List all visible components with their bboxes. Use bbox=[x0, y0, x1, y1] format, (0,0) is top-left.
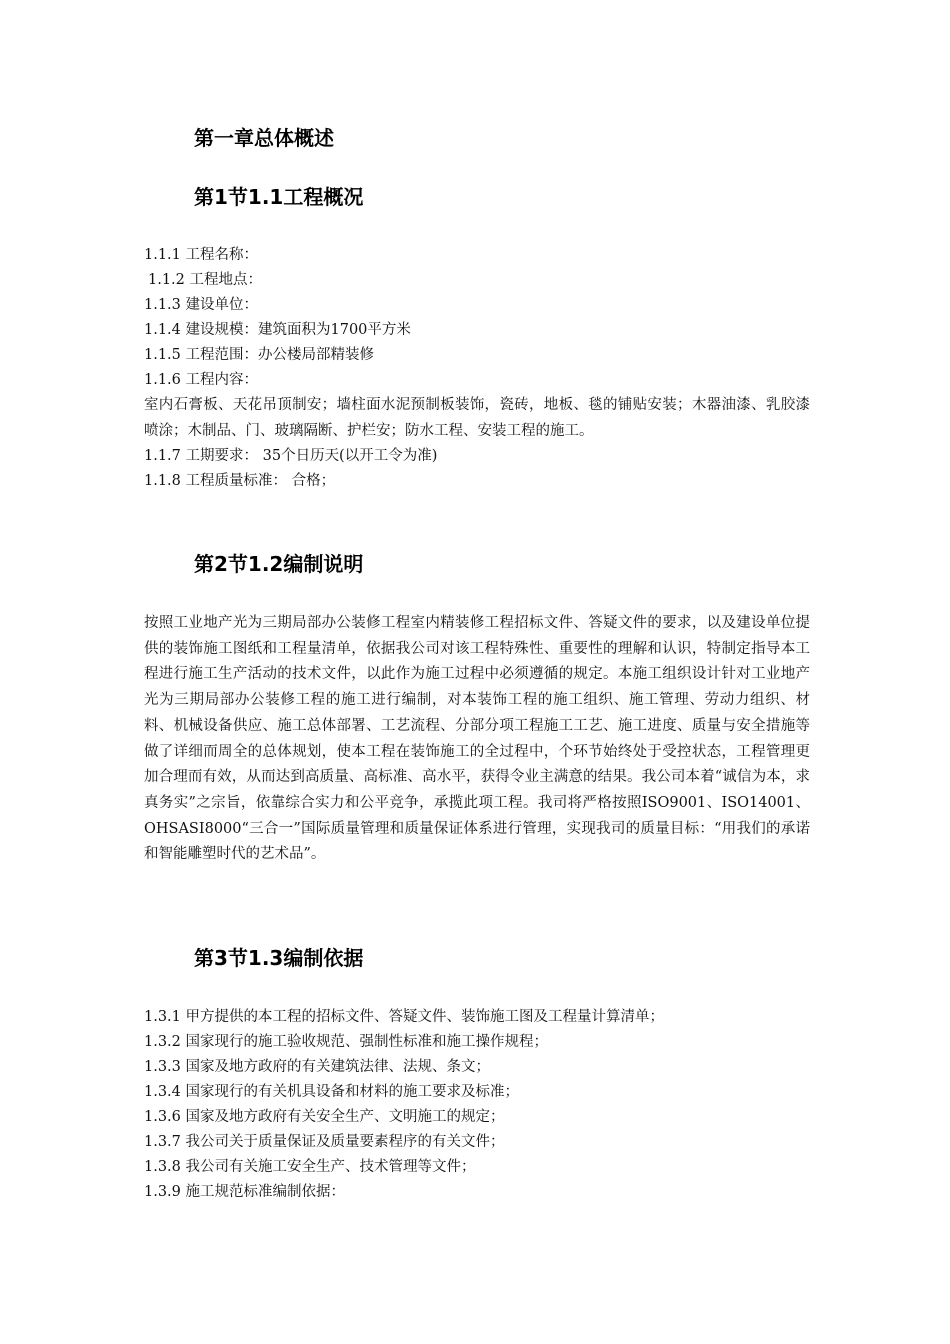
list-item: 1.3.6 国家及地方政府有关安全生产、文明施工的规定； bbox=[144, 1109, 505, 1125]
list-item: 1.3.7 我公司关于质量保证及质量要素程序的有关文件； bbox=[144, 1134, 505, 1150]
section-1-2-paragraph: 按照工业地产光为三期局部办公装修工程室内精装修工程招标文件、答疑文件的要求，以及建设单位提供的装饰施工图纸和工程量清单，依据我公司对该工程特殊性、重要性的理解和认识，特制定指导本工程进行施工生产活动的技术文件，以此作为施工过程中必须遵循的规定。本施工组织设计针对工业地产光为三期局部办公装修工程的施工进行编制，对本装饰工程的施工组织、施工管理、劳动力组织、材料、机械设备供应、施工总体部署、工艺流程、分部分项工程施工工艺、施工进度、质量与安全措施等做了详细而周全的总体规划，使本工程在装饰施工的全过程中，个环节始终处于受控状态，工程管理更加合理而有效，从而达到高质量、高标准、高水平，获得令业主满意的结果。我公司本着“诚信为本，求真务实”之宗旨，依靠综合实力和公平竞争，承揽此项工程。我司将严格按照ISO9001、ISO14001、OHSASI8000“三合一”国际质量管理和质量保证体系进行管理，实现我司的质量目标：“用我们的承诺和智能雕塑时代的艺术品”。 bbox=[144, 615, 810, 863]
list-item: 1.1.3 建设单位： bbox=[144, 297, 259, 313]
list-item: 1.3.4 国家现行的有关机具设备和材料的施工要求及标准； bbox=[144, 1084, 520, 1100]
list-item: 1.1.4 建设规模：建筑面积为1700平方米 bbox=[144, 322, 411, 338]
section-1-1-list bbox=[144, 243, 810, 494]
section-title-1-3: 第3节1.3编制依据 bbox=[194, 946, 364, 970]
list-item: 1.1.8 工程质量标准： 合格； bbox=[144, 473, 336, 490]
list-item: 1.3.2 国家现行的施工验收规范、强制性标准和施工操作规程； bbox=[144, 1034, 549, 1050]
section-title-1-1: 第1节1.1工程概况 bbox=[194, 185, 364, 209]
list-item: 1.1.6 工程内容： bbox=[144, 372, 259, 388]
list-item: 1.3.1 甲方提供的本工程的招标文件、答疑文件、装饰施工图及工程量计算清单； bbox=[144, 1009, 665, 1025]
list-item: 1.1.7 工期要求： 35个日历天(以开工令为准) bbox=[144, 448, 438, 465]
list-item: 1.3.3 国家及地方政府的有关建筑法律、法规、条文； bbox=[144, 1059, 491, 1075]
list-item: 1.1.5 工程范围：办公楼局部精装修 bbox=[144, 347, 375, 363]
list-item: 1.1.2 工程地点： bbox=[148, 272, 263, 288]
list-item: 1.3.9 施工规范标准编制依据： bbox=[144, 1184, 346, 1200]
list-item: 1.1.1 工程名称： bbox=[144, 247, 259, 263]
chapter-title: 第一章总体概述 bbox=[194, 126, 334, 150]
work-content-text: 室内石膏板、天花吊顶制安；墙柱面水泥预制板装饰，瓷砖，地板、毯的铺贴安装；木器油漆、乳胶漆喷涂；木制品、门、玻璃隔断、护栏安；防水工程、安装工程的施工。 bbox=[144, 397, 810, 439]
list-item: 1.3.8 我公司有关施工安全生产、技术管理等文件； bbox=[144, 1159, 476, 1175]
section-title-1-2: 第2节1.2编制说明 bbox=[194, 552, 364, 576]
section-1-3-list bbox=[144, 1005, 810, 1205]
